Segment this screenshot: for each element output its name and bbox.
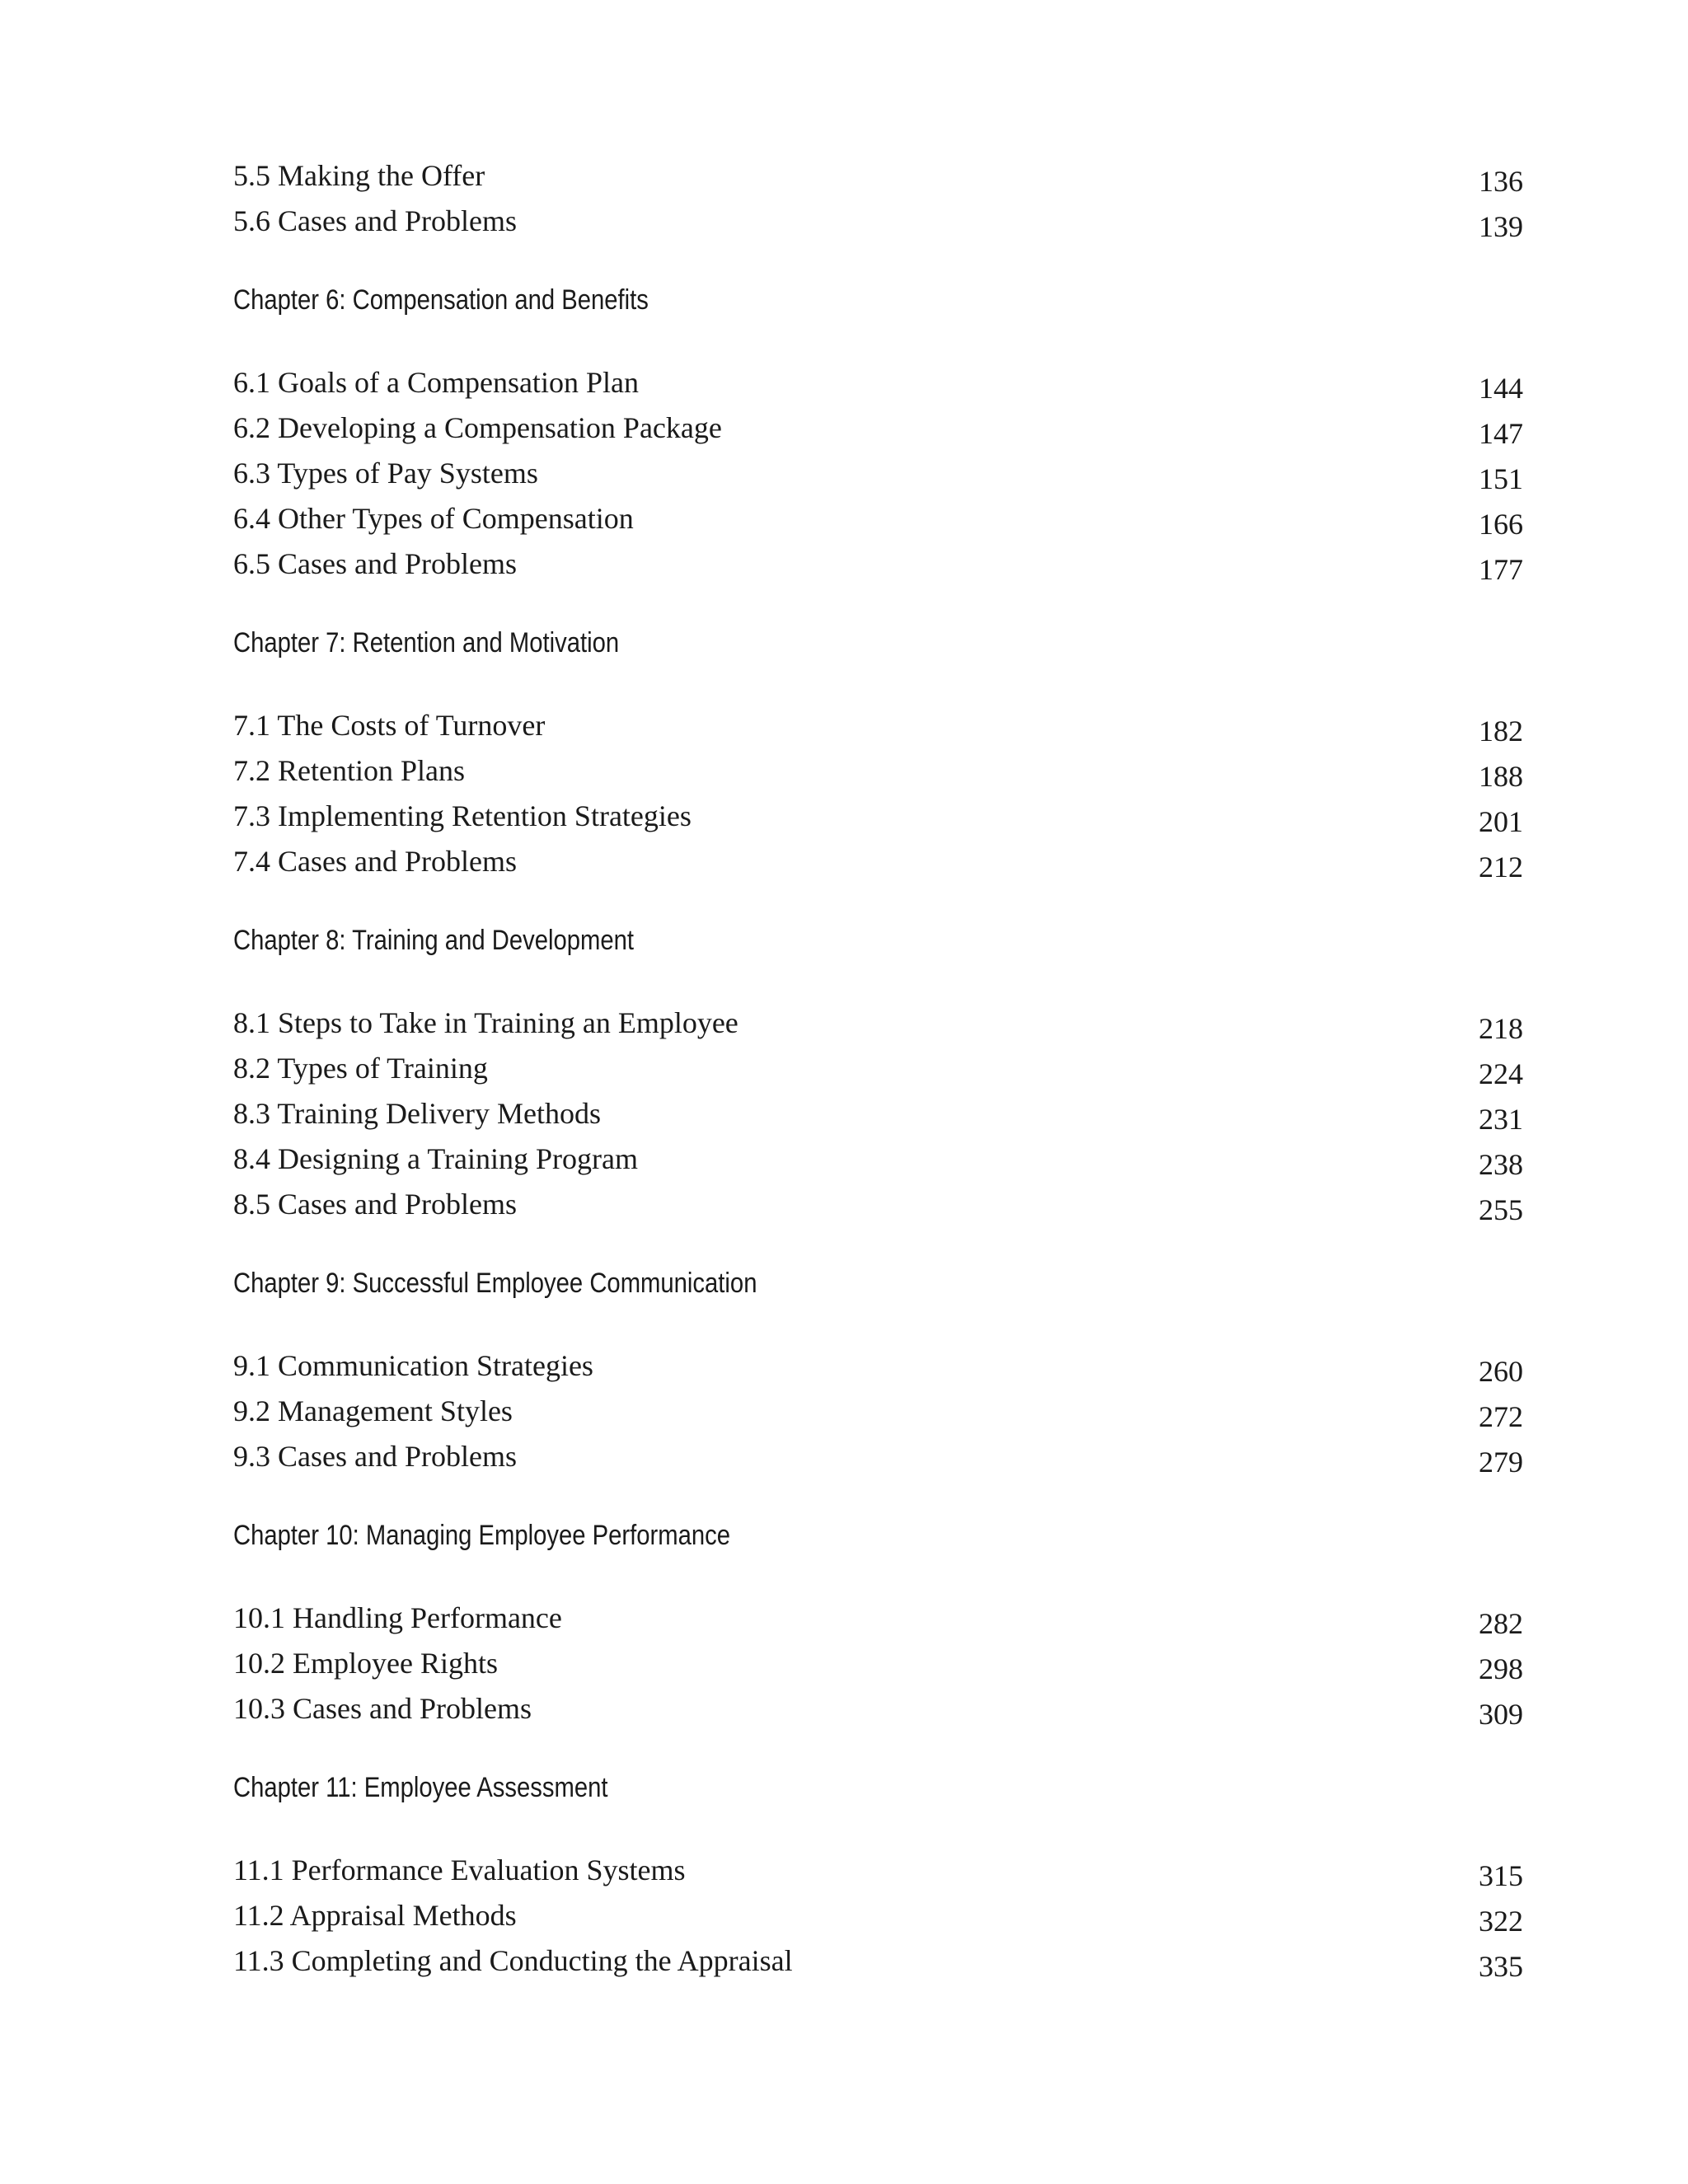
toc-entry-title: 5.6 Cases and Problems xyxy=(233,204,517,237)
toc-entry-title: 7.4 Cases and Problems xyxy=(233,845,517,878)
toc-entry[interactable] xyxy=(233,794,1523,839)
toc-entry[interactable] xyxy=(233,153,1523,199)
toc-entry[interactable] xyxy=(233,1091,1523,1137)
toc-entry-title: 11.2 Appraisal Methods xyxy=(233,1899,517,1932)
chapter-heading[interactable]: Chapter 9: Successful Employee Communication xyxy=(233,1268,757,1299)
chapter-heading[interactable]: Chapter 10: Managing Employee Performance xyxy=(233,1520,731,1551)
toc-entry-title: 8.3 Training Delivery Methods xyxy=(233,1097,601,1130)
toc-entry-title: 8.4 Designing a Training Program xyxy=(233,1142,638,1175)
toc-entry[interactable] xyxy=(233,1848,1523,1893)
toc-entry[interactable] xyxy=(233,496,1523,541)
toc-entry-page: 335 xyxy=(1479,1950,1523,1983)
toc-entry-title: 7.3 Implementing Retention Strategies xyxy=(233,799,692,832)
toc-chapter-11 xyxy=(233,1768,1523,1984)
toc-entry-title: 11.1 Performance Evaluation Systems xyxy=(233,1854,686,1886)
toc-entry-page: 144 xyxy=(1479,372,1523,405)
toc-entry-page: 238 xyxy=(1479,1148,1523,1181)
toc-entry[interactable] xyxy=(233,541,1523,587)
toc-entry-page: 279 xyxy=(1479,1446,1523,1479)
toc-entry[interactable] xyxy=(233,405,1523,451)
chapter-heading[interactable]: Chapter 6: Compensation and Benefits xyxy=(233,284,649,316)
toc-entry-page: 151 xyxy=(1479,462,1523,495)
toc-entry[interactable] xyxy=(233,1938,1523,1984)
toc-chapter-9 xyxy=(233,1263,1523,1479)
toc-section-lead xyxy=(233,153,1523,244)
toc-entry[interactable] xyxy=(233,1893,1523,1938)
toc-entry[interactable] xyxy=(233,1434,1523,1479)
toc-entry[interactable] xyxy=(233,1686,1523,1732)
toc-entry[interactable] xyxy=(233,360,1523,405)
toc-entry[interactable] xyxy=(233,1001,1523,1046)
toc-chapter-10 xyxy=(233,1516,1523,1732)
toc-entry[interactable] xyxy=(233,451,1523,496)
toc-entry-title: 10.2 Employee Rights xyxy=(233,1647,498,1680)
toc-entry-page: 188 xyxy=(1479,760,1523,793)
toc-entry-title: 9.1 Communication Strategies xyxy=(233,1349,593,1382)
table-of-contents xyxy=(233,153,1523,1984)
chapter-heading[interactable]: Chapter 7: Retention and Motivation xyxy=(233,627,620,658)
toc-chapter-8 xyxy=(233,921,1523,1227)
toc-entry[interactable] xyxy=(233,839,1523,884)
toc-entry[interactable] xyxy=(233,1343,1523,1389)
toc-entry-page: 260 xyxy=(1479,1355,1523,1388)
toc-entry[interactable] xyxy=(233,1596,1523,1641)
toc-entry-page: 182 xyxy=(1479,715,1523,748)
toc-entry-title: 5.5 Making the Offer xyxy=(233,159,485,192)
toc-entry-page: 201 xyxy=(1479,805,1523,838)
toc-entry-title: 7.1 The Costs of Turnover xyxy=(233,709,546,742)
toc-entry-page: 139 xyxy=(1479,210,1523,243)
toc-entry-page: 136 xyxy=(1479,165,1523,198)
toc-entry-page: 218 xyxy=(1479,1012,1523,1045)
toc-entry-title: 9.2 Management Styles xyxy=(233,1394,513,1427)
toc-entry-page: 298 xyxy=(1479,1652,1523,1685)
toc-entry-page: 166 xyxy=(1479,508,1523,541)
toc-entry-title: 10.3 Cases and Problems xyxy=(233,1692,532,1725)
toc-entry-page: 315 xyxy=(1479,1859,1523,1892)
toc-entry-title: 6.4 Other Types of Compensation xyxy=(233,502,634,535)
toc-entry-title: 8.2 Types of Training xyxy=(233,1052,488,1085)
toc-entry-title: 10.1 Handling Performance xyxy=(233,1601,562,1634)
chapter-heading[interactable]: Chapter 11: Employee Assessment xyxy=(233,1772,608,1803)
toc-entry-page: 255 xyxy=(1479,1193,1523,1226)
toc-entry-page: 322 xyxy=(1479,1905,1523,1938)
toc-entry-title: 8.5 Cases and Problems xyxy=(233,1188,517,1221)
toc-entry[interactable] xyxy=(233,1182,1523,1227)
toc-entry-title: 9.3 Cases and Problems xyxy=(233,1440,517,1473)
toc-entry-page: 272 xyxy=(1479,1400,1523,1433)
toc-entry[interactable] xyxy=(233,1389,1523,1434)
toc-entry-title: 6.2 Developing a Compensation Package xyxy=(233,411,722,444)
toc-entry-page: 177 xyxy=(1479,553,1523,586)
toc-entry[interactable] xyxy=(233,703,1523,748)
toc-entry-page: 224 xyxy=(1479,1057,1523,1090)
toc-entry-title: 6.5 Cases and Problems xyxy=(233,547,517,580)
toc-entry[interactable] xyxy=(233,1137,1523,1182)
toc-entry-page: 212 xyxy=(1479,851,1523,883)
toc-entry-page: 147 xyxy=(1479,417,1523,450)
toc-entry[interactable] xyxy=(233,1641,1523,1686)
toc-entry[interactable] xyxy=(233,199,1523,244)
toc-entry-title: 6.3 Types of Pay Systems xyxy=(233,457,538,490)
toc-entry[interactable] xyxy=(233,1046,1523,1091)
toc-entry-page: 231 xyxy=(1479,1103,1523,1136)
toc-entry-page: 282 xyxy=(1479,1607,1523,1640)
toc-chapter-7 xyxy=(233,623,1523,884)
toc-entry-title: 8.1 Steps to Take in Training an Employee xyxy=(233,1006,738,1039)
toc-entry-title: 11.3 Completing and Conducting the Appraisal xyxy=(233,1944,793,1977)
toc-entry-title: 6.1 Goals of a Compensation Plan xyxy=(233,366,639,399)
toc-chapter-6 xyxy=(233,280,1523,587)
toc-entry[interactable] xyxy=(233,748,1523,794)
toc-entry-title: 7.2 Retention Plans xyxy=(233,754,465,787)
chapter-heading[interactable]: Chapter 8: Training and Development xyxy=(233,925,635,956)
toc-entry-page: 309 xyxy=(1479,1698,1523,1731)
